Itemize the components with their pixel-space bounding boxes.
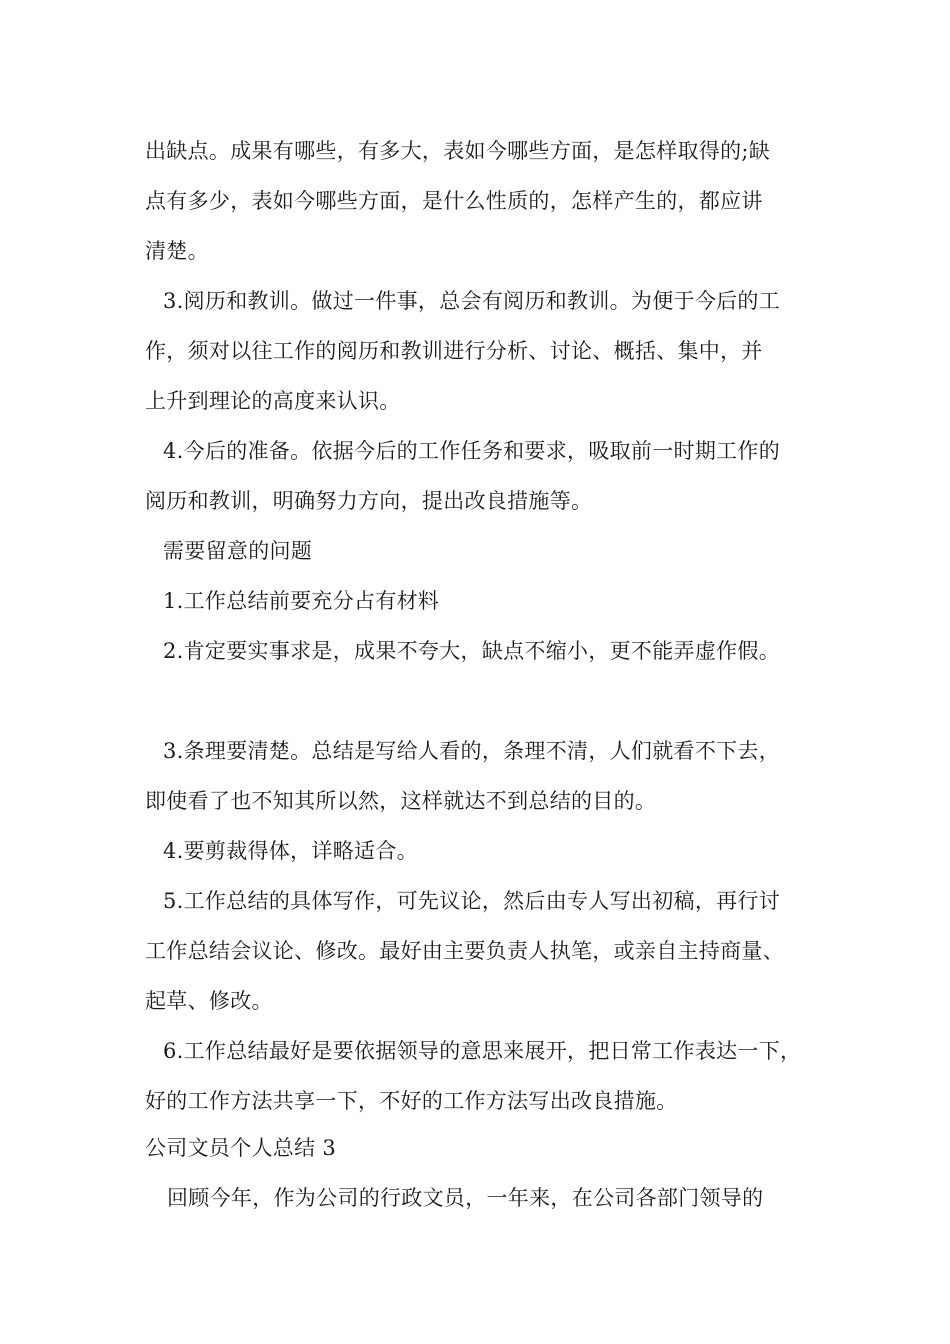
paragraph-line: 起草、修改。 [145, 989, 273, 1013]
paragraph-line: 清楚。 [145, 239, 209, 263]
section-title: 公司文员个人总结 3 [145, 1136, 337, 1160]
paragraph-line: 上升到理论的高度来认识。 [145, 389, 401, 413]
paragraph-line: 出缺点。成果有哪些，有多大，表如今哪些方面，是怎样取得的;缺 [145, 139, 771, 163]
paragraph-line: 即使看了也不知其所以然，这样就达不到总结的目的。 [145, 789, 657, 813]
list-item: 3.条理要清楚。总结是写给人看的，条理不清，人们就看不下去， [163, 739, 781, 763]
paragraph-line: 阅历和教训，明确努力方向，提出改良措施等。 [145, 489, 593, 513]
paragraph-line: 作，须对以往工作的阅历和教训进行分析、讨论、概括、集中，并 [145, 339, 763, 363]
paragraph-line: 3.阅历和教训。做过一件事，总会有阅历和教训。为便于今后的工 [163, 289, 781, 313]
paragraph-line: 工作总结会议论、修改。最好由主要负责人执笔，或亲自主持商量、 [145, 939, 784, 963]
paragraph-line: 回顾今年，作为公司的行政文员，一年来，在公司各部门领导的 [167, 1186, 764, 1210]
section-heading: 需要留意的问题 [163, 539, 313, 563]
paragraph-line: 点有多少，表如今哪些方面，是什么性质的，怎样产生的，都应讲 [145, 189, 763, 213]
paragraph-line: 好的工作方法共享一下，不好的工作方法写出改良措施。 [145, 1089, 678, 1113]
list-item: 5.工作总结的具体写作，可先议论，然后由专人写出初稿，再行讨 [163, 889, 781, 913]
list-item: 2.肯定要实事求是，成果不夸大，缺点不缩小，更不能弄虚作假。 [163, 639, 781, 663]
list-item: 6.工作总结最好是要依据领导的意思来展开，把日常工作表达一下， [163, 1039, 802, 1063]
paragraph-line: 4.今后的准备。依据今后的工作任务和要求，吸取前一时期工作的 [163, 439, 781, 463]
list-item: 4.要剪裁得体，详略适合。 [163, 839, 418, 863]
list-item: 1.工作总结前要充分占有材料 [163, 589, 440, 613]
